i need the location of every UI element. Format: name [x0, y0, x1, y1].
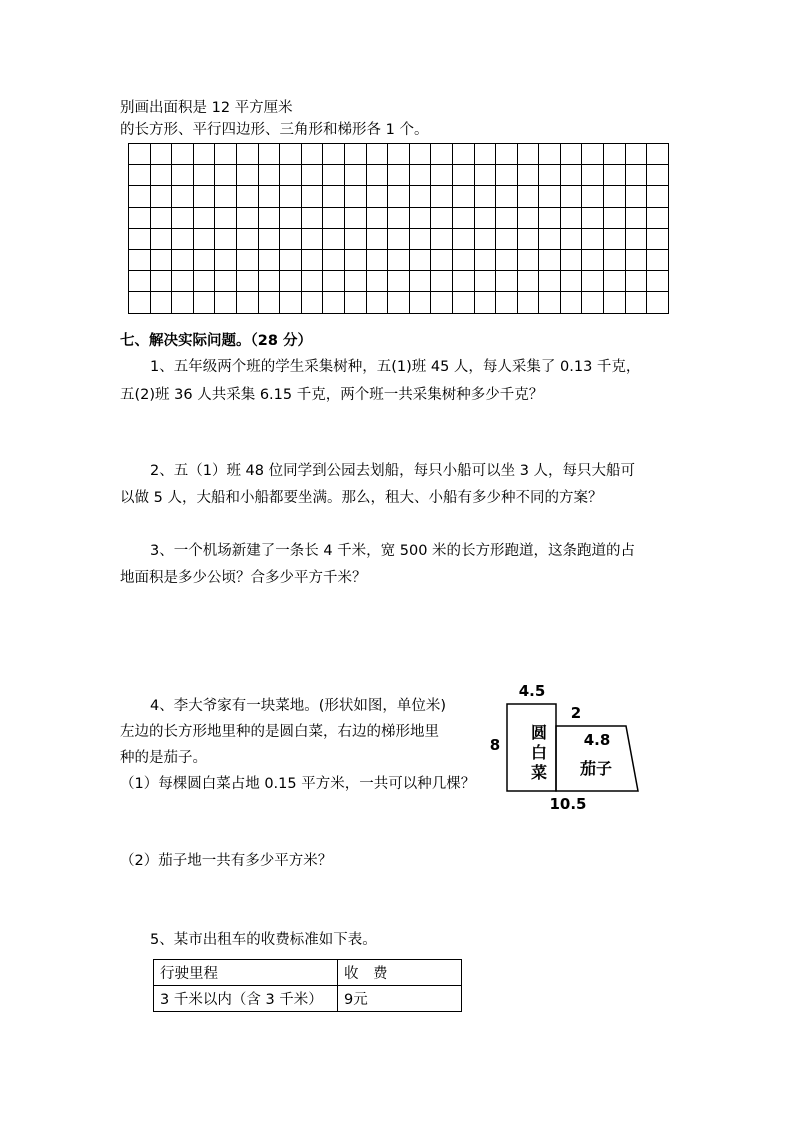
grid-cell	[582, 186, 604, 207]
grid-row	[129, 271, 669, 292]
grid-row	[129, 249, 669, 270]
grid-cell	[604, 292, 626, 313]
grid-cell	[258, 249, 280, 270]
grid-cell	[172, 249, 194, 270]
q2-line2: 以做 5 人，大船和小船都要坐满。那么，租大、小船有多少种不同的方案？	[120, 490, 603, 506]
grid-cell	[647, 186, 669, 207]
grid-cell	[323, 249, 345, 270]
grid-cell	[604, 228, 626, 249]
grid-cell	[215, 249, 237, 270]
grid-cell	[409, 186, 431, 207]
header-distance: 行驶里程	[154, 960, 338, 986]
grid-cell	[129, 292, 151, 313]
grid-row	[129, 228, 669, 249]
grid-cell	[625, 165, 647, 186]
grid-cell	[344, 186, 366, 207]
grid-cell	[647, 249, 669, 270]
grid-cell	[625, 144, 647, 165]
grid-cell	[258, 165, 280, 186]
grid-cell	[409, 144, 431, 165]
cell-distance: 3 千米以内（含 3 千米）	[154, 986, 338, 1012]
grid-cell	[193, 165, 215, 186]
grid-cell	[560, 144, 582, 165]
grid-cell	[366, 292, 388, 313]
grid-cell	[517, 186, 539, 207]
grid-cell	[172, 292, 194, 313]
grid-cell	[560, 165, 582, 186]
grid-cell	[431, 144, 453, 165]
grid-cell	[517, 228, 539, 249]
grid-cell	[539, 249, 561, 270]
grid-cell	[236, 228, 258, 249]
grid-cell	[258, 228, 280, 249]
q1-line1: 1、五年级两个班的学生采集树种，五(1)班 45 人，每人采集了 0.13 千克，	[150, 359, 641, 375]
grid-cell	[366, 186, 388, 207]
grid-cell	[474, 292, 496, 313]
grid-cell	[236, 207, 258, 228]
grid-cell	[431, 165, 453, 186]
grid-cell	[366, 249, 388, 270]
grid-cell	[129, 144, 151, 165]
label-gap: 2	[570, 704, 582, 722]
grid-cell	[172, 207, 194, 228]
grid-cell	[582, 249, 604, 270]
grid-cell	[452, 207, 474, 228]
eggplant-label: 茄子	[579, 759, 613, 778]
grid-cell	[496, 228, 518, 249]
grid-cell	[236, 144, 258, 165]
grid-cell	[582, 228, 604, 249]
grid-cell	[215, 207, 237, 228]
grid-cell	[625, 271, 647, 292]
grid-cell	[474, 144, 496, 165]
grid-cell	[193, 228, 215, 249]
grid-cell	[236, 186, 258, 207]
vegetable-plot-figure	[486, 676, 656, 816]
grid-cell	[560, 207, 582, 228]
grid-cell	[150, 144, 172, 165]
grid-cell	[474, 271, 496, 292]
grid-cell	[431, 271, 453, 292]
grid-cell	[193, 186, 215, 207]
grid-cell	[344, 228, 366, 249]
grid-cell	[323, 144, 345, 165]
grid-cell	[172, 186, 194, 207]
grid-cell	[129, 186, 151, 207]
grid-cell	[604, 207, 626, 228]
grid-cell	[301, 292, 323, 313]
grid-cell	[474, 165, 496, 186]
grid-cell	[409, 249, 431, 270]
grid-cell	[409, 271, 431, 292]
grid-cell	[582, 165, 604, 186]
grid-cell	[193, 207, 215, 228]
grid-cell	[258, 207, 280, 228]
grid-cell	[496, 249, 518, 270]
grid-cell	[150, 271, 172, 292]
grid-cell	[344, 144, 366, 165]
grid-cell	[474, 249, 496, 270]
section6-line2: 的长方形、平行四边形、三角形和梯形各 1 个。	[120, 122, 429, 138]
grid-cell	[539, 144, 561, 165]
q3-line2: 地面积是多少公顷？合多少平方千米？	[120, 570, 367, 586]
grid-cell	[388, 271, 410, 292]
grid-cell	[366, 207, 388, 228]
label-height: 8	[489, 736, 501, 754]
q2-line1: 2、五（1）班 48 位同学到公园去划船，每只小船可以坐 3 人，每只大船可	[150, 463, 636, 479]
grid-cell	[539, 228, 561, 249]
grid-cell	[647, 165, 669, 186]
grid-cell	[366, 228, 388, 249]
grid-cell	[193, 292, 215, 313]
grid-cell	[301, 249, 323, 270]
grid-cell	[604, 186, 626, 207]
grid-cell	[560, 292, 582, 313]
q3-line1: 3、一个机场新建了一条长 4 千米，宽 500 米的长方形跑道，这条跑道的占	[150, 543, 636, 559]
grid-cell	[258, 292, 280, 313]
grid-cell	[647, 144, 669, 165]
grid-cell	[452, 292, 474, 313]
grid-cell	[539, 186, 561, 207]
grid-cell	[604, 271, 626, 292]
grid-cell	[647, 271, 669, 292]
label-trapezoid-top: 4.8	[583, 731, 611, 749]
grid-cell	[193, 144, 215, 165]
grid-cell	[452, 186, 474, 207]
grid-cell	[236, 292, 258, 313]
grid-cell	[647, 228, 669, 249]
grid-cell	[129, 165, 151, 186]
grid-row	[129, 165, 669, 186]
grid-cell	[496, 207, 518, 228]
header-fee: 收 费	[338, 960, 462, 986]
grid-cell	[625, 207, 647, 228]
grid-cell	[301, 207, 323, 228]
grid-cell	[280, 292, 302, 313]
label-bottom-width: 10.5	[549, 795, 587, 813]
grid-cell	[496, 165, 518, 186]
grid-cell	[129, 228, 151, 249]
grid-cell	[193, 271, 215, 292]
grid-cell	[280, 271, 302, 292]
grid-cell	[280, 207, 302, 228]
grid-cell	[517, 249, 539, 270]
grid-cell	[496, 186, 518, 207]
grid-cell	[150, 249, 172, 270]
grid-cell	[344, 271, 366, 292]
grid-cell	[344, 207, 366, 228]
grid-cell	[215, 271, 237, 292]
grid-cell	[258, 144, 280, 165]
grid-cell	[172, 271, 194, 292]
cell-fee: 9元	[338, 986, 462, 1012]
grid-cell	[452, 249, 474, 270]
grid-row	[129, 144, 669, 165]
grid-cell	[323, 271, 345, 292]
grid-cell	[539, 165, 561, 186]
grid-cell	[215, 292, 237, 313]
grid-cell	[323, 292, 345, 313]
grid-cell	[582, 271, 604, 292]
q4-sub1: （1）每棵圆白菜占地 0.15 平方米，一共可以种几棵？	[120, 776, 476, 792]
cabbage-char-1: 圆	[530, 723, 548, 742]
grid-cell	[452, 228, 474, 249]
grid-cell	[539, 271, 561, 292]
taxi-fee-table	[153, 959, 462, 1012]
grid-cell	[344, 292, 366, 313]
grid-cell	[236, 271, 258, 292]
grid-cell	[517, 271, 539, 292]
grid-cell	[431, 292, 453, 313]
grid-cell	[496, 144, 518, 165]
grid-cell	[301, 165, 323, 186]
grid-cell	[474, 207, 496, 228]
grid-cell	[280, 228, 302, 249]
grid-cell	[323, 165, 345, 186]
grid-row	[129, 186, 669, 207]
grid-cell	[150, 165, 172, 186]
label-top-width: 4.5	[518, 682, 546, 700]
q1-line2: 五(2)班 36 人共采集 6.15 千克，两个班一共采集树种多少千克？	[120, 387, 544, 403]
cabbage-char-3: 菜	[530, 763, 548, 782]
grid-cell	[625, 249, 647, 270]
grid-cell	[452, 144, 474, 165]
grid-cell	[323, 228, 345, 249]
table-row	[154, 986, 462, 1012]
grid-cell	[366, 165, 388, 186]
grid-cell	[539, 292, 561, 313]
grid-cell	[236, 165, 258, 186]
grid-cell	[474, 186, 496, 207]
grid-cell	[236, 249, 258, 270]
grid-cell	[301, 228, 323, 249]
grid-cell	[625, 292, 647, 313]
grid-cell	[172, 228, 194, 249]
grid-cell	[647, 292, 669, 313]
grid-cell	[452, 271, 474, 292]
grid-cell	[129, 207, 151, 228]
grid-cell	[193, 249, 215, 270]
grid-cell	[129, 271, 151, 292]
grid-row	[129, 292, 669, 313]
grid-cell	[388, 144, 410, 165]
grid-cell	[431, 228, 453, 249]
grid-cell	[280, 249, 302, 270]
grid-cell	[474, 228, 496, 249]
grid-cell	[604, 144, 626, 165]
grid-cell	[215, 186, 237, 207]
grid-cell	[344, 165, 366, 186]
grid-cell	[301, 186, 323, 207]
grid-cell	[258, 271, 280, 292]
drawing-grid	[128, 143, 669, 314]
section6-line1: 别画出面积是 12 平方厘米	[120, 100, 293, 116]
grid-cell	[582, 207, 604, 228]
grid-cell	[517, 144, 539, 165]
grid-cell	[388, 249, 410, 270]
grid-cell	[150, 228, 172, 249]
grid-cell	[647, 207, 669, 228]
grid-cell	[388, 165, 410, 186]
cabbage-char-2: 白	[530, 743, 548, 762]
q4-line3: 种的是茄子。	[120, 750, 207, 766]
grid-cell	[388, 186, 410, 207]
grid-cell	[409, 165, 431, 186]
q4-line2: 左边的长方形地里种的是圆白菜，右边的梯形地里	[120, 724, 439, 740]
grid-cell	[280, 186, 302, 207]
grid-cell	[301, 144, 323, 165]
grid-cell	[560, 249, 582, 270]
grid-cell	[280, 144, 302, 165]
grid-cell	[215, 228, 237, 249]
q5-line1: 5、某市出租车的收费标准如下表。	[150, 932, 377, 948]
grid-row	[129, 207, 669, 228]
grid-cell	[496, 292, 518, 313]
grid-cell	[517, 292, 539, 313]
grid-cell	[366, 144, 388, 165]
grid-cell	[215, 165, 237, 186]
grid-cell	[409, 207, 431, 228]
grid-cell	[366, 271, 388, 292]
table-header-row	[154, 960, 462, 986]
grid-cell	[150, 186, 172, 207]
grid-cell	[560, 228, 582, 249]
q4-sub2: （2）茄子地一共有多少平方米？	[120, 853, 333, 869]
grid-cell	[344, 249, 366, 270]
grid-cell	[323, 186, 345, 207]
grid-cell	[388, 207, 410, 228]
grid-cell	[625, 186, 647, 207]
grid-cell	[625, 228, 647, 249]
grid-cell	[409, 228, 431, 249]
grid-cell	[280, 165, 302, 186]
grid-cell	[258, 186, 280, 207]
grid-cell	[517, 207, 539, 228]
grid-cell	[409, 292, 431, 313]
grid-cell	[582, 144, 604, 165]
grid-cell	[431, 186, 453, 207]
grid-cell	[323, 207, 345, 228]
grid-cell	[150, 292, 172, 313]
grid-cell	[388, 228, 410, 249]
grid-cell	[604, 165, 626, 186]
grid-cell	[172, 165, 194, 186]
grid-cell	[539, 207, 561, 228]
grid-cell	[215, 144, 237, 165]
grid-cell	[560, 186, 582, 207]
grid-cell	[431, 207, 453, 228]
grid-cell	[431, 249, 453, 270]
grid-cell	[560, 271, 582, 292]
grid-cell	[301, 271, 323, 292]
grid-cell	[388, 292, 410, 313]
grid-cell	[517, 165, 539, 186]
grid-cell	[452, 165, 474, 186]
q4-line1: 4、李大爷家有一块菜地。(形状如图，单位米)	[150, 698, 447, 714]
grid-cell	[172, 144, 194, 165]
grid-cell	[129, 249, 151, 270]
grid-cell	[150, 207, 172, 228]
section7-heading: 七、解决实际问题。（28 分）	[120, 333, 312, 349]
grid-cell	[582, 292, 604, 313]
grid-cell	[496, 271, 518, 292]
grid-cell	[604, 249, 626, 270]
